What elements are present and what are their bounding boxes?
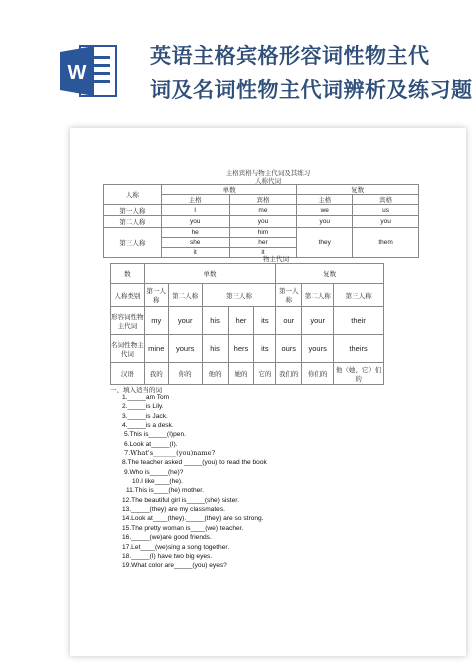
page-title-line-2: 词及名词性物主代词辨析及练习题 xyxy=(150,78,473,102)
header-first: 第一人称 xyxy=(144,284,168,307)
row-label: 第三人称 xyxy=(104,228,162,258)
header-object-singular: 宾格 xyxy=(229,195,297,205)
header-first-plural: 第一人称 xyxy=(276,284,302,307)
cell: yours xyxy=(168,335,202,363)
page-title-line-1: 英语主格宾格形容词性物主代 xyxy=(150,44,430,68)
list-item: 9.Who is_____(he)? xyxy=(124,468,184,476)
possessive-pronoun-table xyxy=(110,263,384,385)
cell: 我们的 xyxy=(276,363,302,385)
cell: ours xyxy=(276,335,302,363)
table-row xyxy=(111,335,384,363)
header-singular: 单数 xyxy=(144,264,276,284)
header-second-plural: 第二人称 xyxy=(302,284,334,307)
list-item: 16._____(we)are good friends. xyxy=(122,534,212,542)
header-second: 第二人称 xyxy=(168,284,202,307)
section-title: 一、填入适当的词 xyxy=(110,386,162,394)
document-title: 主格宾格与物主代词及其练习 xyxy=(225,169,311,177)
cell: its xyxy=(254,335,276,363)
cell: her xyxy=(229,238,297,248)
cell: yours xyxy=(302,335,334,363)
cell: us xyxy=(353,205,419,216)
header-category: 人称类别 xyxy=(111,284,145,307)
cell: 你的 xyxy=(168,363,202,385)
list-item: 19.What color are_____(you) eyes? xyxy=(122,562,227,570)
cell: you xyxy=(161,216,229,228)
list-item: 1._____am Tom xyxy=(122,394,170,401)
list-item: 8.The teacher asked _____(you) to read the book xyxy=(122,459,267,467)
row-label: 第一人称 xyxy=(104,205,162,216)
list-item: 18._____(I) have two big eyes. xyxy=(122,552,213,560)
table1-caption: 人称代词 xyxy=(255,177,281,185)
cell: hers xyxy=(228,335,254,363)
table-row xyxy=(104,216,419,228)
list-item: 10.I like____(he). xyxy=(132,478,183,486)
cell: 它的 xyxy=(254,363,276,385)
list-item: 12.The beautiful girl is_____(she) sister. xyxy=(122,496,239,504)
list-item: 11.This is____(he) mother. xyxy=(126,487,204,495)
cell: our xyxy=(276,307,302,335)
word-icon-letter: W xyxy=(67,62,87,84)
row-label: 名词性物主代词 xyxy=(111,335,145,363)
cell: its xyxy=(254,307,276,335)
cell: your xyxy=(168,307,202,335)
cell: you xyxy=(353,216,419,228)
table-row xyxy=(111,363,384,385)
header-plural: 复数 xyxy=(297,185,419,195)
cell: he xyxy=(161,228,229,238)
header-object-plural: 宾格 xyxy=(353,195,419,205)
table2-caption: 物主代词 xyxy=(263,255,289,263)
list-item: 13._____(they) are my classmates. xyxy=(122,506,225,514)
cell: it xyxy=(161,248,229,258)
cell: him xyxy=(229,228,297,238)
table-row xyxy=(111,307,384,335)
header-subject-singular: 主格 xyxy=(161,195,229,205)
list-item: 17.Let____(we)sing a song together. xyxy=(122,543,230,551)
cell: her xyxy=(228,307,254,335)
cell: they xyxy=(297,228,353,258)
header-third-plural: 第三人称 xyxy=(334,284,384,307)
header-plural: 复数 xyxy=(276,264,384,284)
cell: you xyxy=(229,216,297,228)
cell: you xyxy=(297,216,353,228)
list-item: 6.Look at_____(I). xyxy=(124,440,178,448)
row-label: 第二人称 xyxy=(104,216,162,228)
cell: I xyxy=(161,205,229,216)
header-singular: 单数 xyxy=(161,185,297,195)
cell: them xyxy=(353,228,419,258)
cell: we xyxy=(297,205,353,216)
word-icon xyxy=(58,40,120,102)
row-label: 形容词性物主代词 xyxy=(111,307,145,335)
list-item: 4._____is a desk. xyxy=(122,422,174,430)
list-item: 3._____is Jack. xyxy=(122,412,168,420)
header-person: 人称 xyxy=(104,185,162,205)
cell: my xyxy=(144,307,168,335)
header-number: 数 xyxy=(111,264,145,284)
cell: mine xyxy=(144,335,168,363)
cell: she xyxy=(161,238,229,248)
list-item: 14.Look at____(they)._____(they) are so strong. xyxy=(122,515,264,523)
cell: your xyxy=(302,307,334,335)
list-item: 2._____is Lily. xyxy=(122,403,164,411)
cell: 她的 xyxy=(228,363,254,385)
cell: it xyxy=(229,248,297,258)
list-item: 7.What's_______(you)name? xyxy=(124,449,216,458)
header-subject-plural: 主格 xyxy=(297,195,353,205)
cell: his xyxy=(202,307,228,335)
cell: 我的 xyxy=(144,363,168,385)
personal-pronoun-table xyxy=(103,184,419,258)
cell: 他的 xyxy=(202,363,228,385)
table-row xyxy=(104,228,419,238)
cell: 你们的 xyxy=(302,363,334,385)
cell: his xyxy=(202,335,228,363)
exercise-list xyxy=(122,393,452,571)
list-item: 5.This is_____(I)pen. xyxy=(124,431,186,439)
cell: theirs xyxy=(334,335,384,363)
cell: me xyxy=(229,205,297,216)
row-label: 汉语 xyxy=(111,363,145,385)
header-third: 第三人称 xyxy=(202,284,276,307)
cell: their xyxy=(334,307,384,335)
header xyxy=(0,0,474,120)
table-row xyxy=(104,205,419,216)
cell: 他（她、它）们的 xyxy=(334,363,384,385)
document-page xyxy=(70,128,466,656)
list-item: 15.The pretty woman is____(we) teacher. xyxy=(122,524,244,532)
